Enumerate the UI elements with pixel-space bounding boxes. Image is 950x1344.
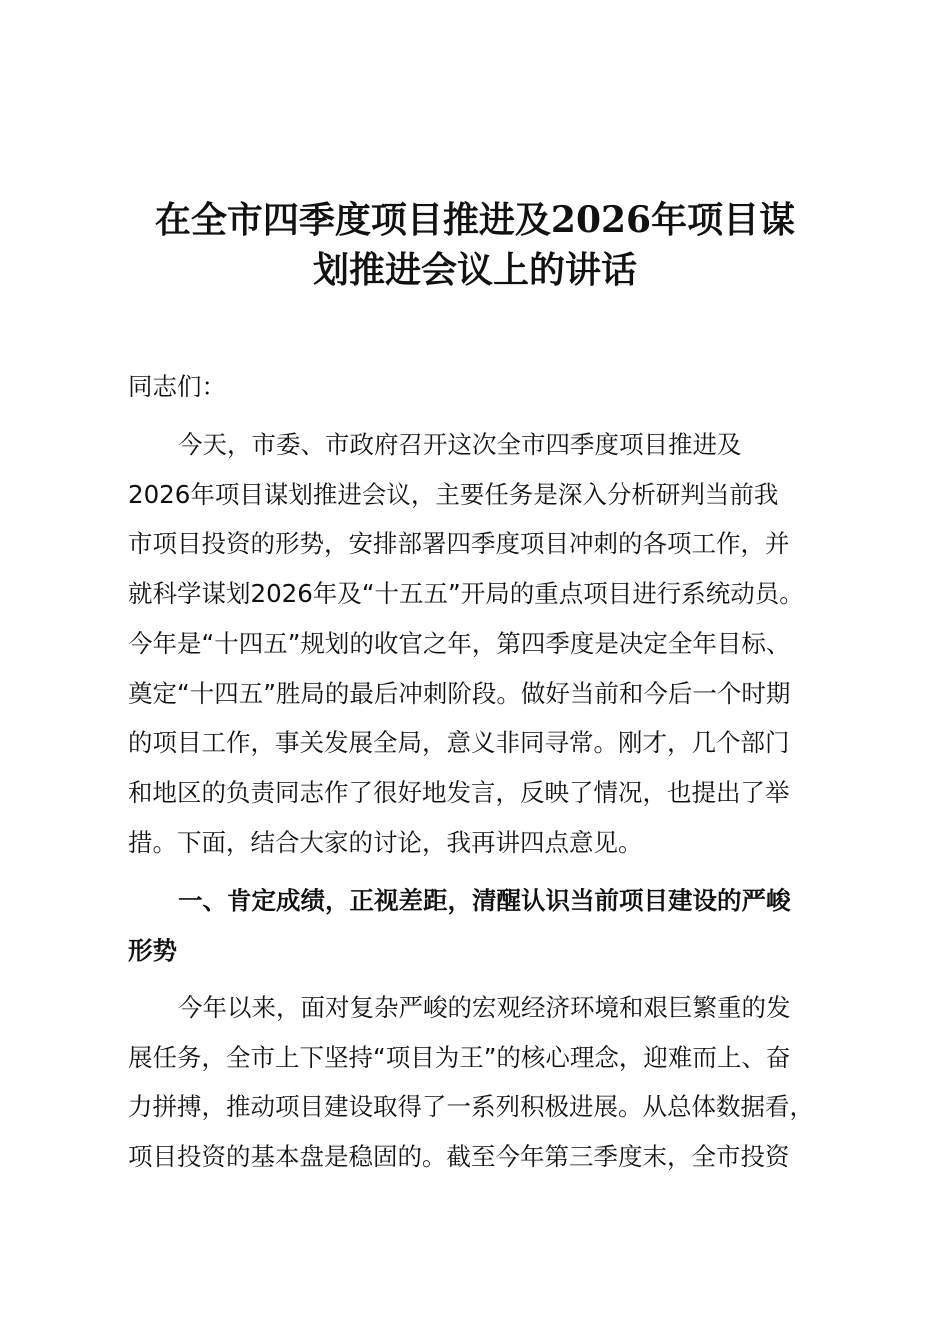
paragraph-line: 市项目投资的形势，安排部署四季度项目冲刺的各项工作，并	[128, 529, 790, 559]
paragraph-line: 措。下面，结合大家的讨论，我再讲四点意见。	[128, 827, 643, 857]
paragraph-line: 今年是“十四五”规划的收官之年，第四季度是决定全年目标、	[128, 628, 791, 658]
paragraph-line: 今年以来，面对复杂严峻的宏观经济环境和艰巨繁重的发	[178, 993, 791, 1022]
paragraph-line: 展任务，全市上下坚持“项目为王”的核心理念，迎难而上、奋	[128, 1042, 791, 1072]
paragraph-intro	[128, 420, 828, 867]
paragraph-line: 奠定“十四五”胜局的最后冲刺阶段。做好当前和今后一个时期	[128, 678, 791, 708]
paragraph-line: 力拼搏，推动项目建设取得了一系列积极进展。从总体数据看，	[128, 1092, 814, 1122]
title-line: 在全市四季度项目推进及2026年项目谋	[154, 199, 796, 241]
heading-line: 形势	[128, 935, 177, 965]
paragraph-line: 的项目工作，事关发展全局，意义非同寻常。刚才，几个部门	[128, 728, 790, 758]
paragraph-line: 2026年项目谋划推进会议，主要任务是深入分析研判当前我	[128, 479, 779, 509]
paragraph-section-1	[128, 983, 828, 1182]
paragraph-line: 和地区的负责同志作了很好地发言，反映了情况，也提出了举	[128, 777, 790, 807]
salutation-text: 同志们：	[128, 372, 226, 401]
salutation	[128, 362, 828, 412]
paragraph-line: 就科学谋划2026年及“十五五”开局的重点项目进行系统动员。	[128, 579, 804, 609]
section-heading-1	[128, 876, 828, 975]
title-line: 划推进会议上的讲话	[312, 249, 637, 291]
heading-line: 一、肯定成绩，正视差距，清醒认识当前项目建设的严峻	[178, 886, 791, 915]
paragraph-line: 今天，市委、市政府召开这次全市四季度项目推进及	[178, 430, 742, 459]
paragraph-line: 项目投资的基本盘是稳固的。截至今年第三季度末，全市投资	[128, 1142, 790, 1172]
document-title	[0, 195, 950, 295]
